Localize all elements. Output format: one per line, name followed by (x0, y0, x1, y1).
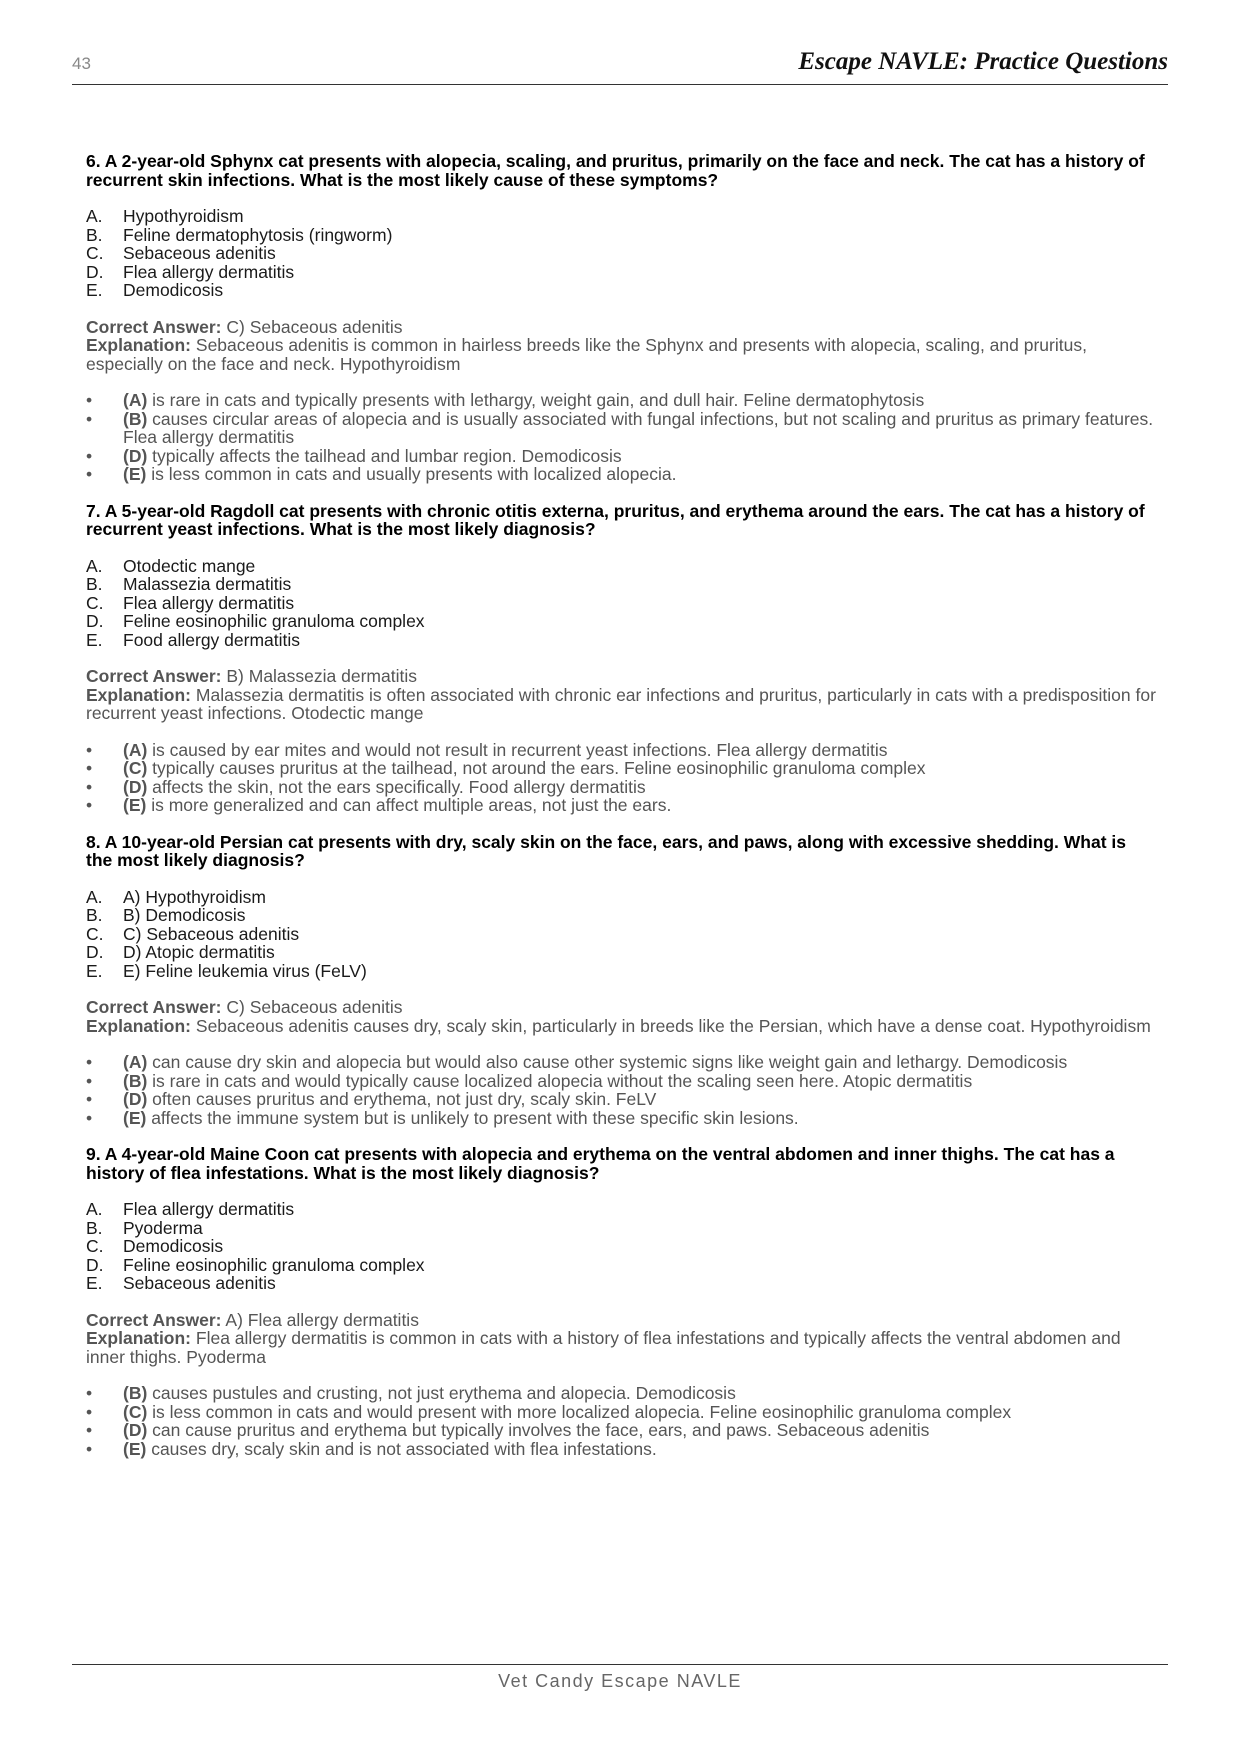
question-block (86, 152, 1156, 484)
correct-answer (86, 998, 1156, 1017)
bullet-icon: • (86, 795, 93, 815)
note-text: can cause dry skin and alopecia but would also cause other systemic signs like weight gain and lethargy. Demodicosis (152, 1052, 1068, 1072)
answer-options (86, 557, 1156, 650)
correct-answer-value: C) Sebaceous adenitis (226, 316, 403, 337)
distractor-note (86, 447, 1156, 466)
option-text: Pyoderma (123, 1217, 203, 1238)
option-text: Feline eosinophilic granuloma complex (123, 1254, 425, 1275)
option-letter: B. (86, 224, 103, 245)
distractor-note (86, 1440, 1156, 1459)
option-tag: (D) (123, 1089, 148, 1109)
option-letter: C. (86, 243, 104, 263)
option-tag: (C) (123, 1401, 148, 1422)
option-letter: B. (86, 905, 103, 925)
bullet-icon: • (86, 1107, 93, 1128)
answer-option (86, 575, 1156, 594)
correct-answer (86, 1311, 1156, 1330)
option-tag: (A) (123, 739, 148, 760)
option-tag: (D) (123, 445, 148, 466)
note-text: is less common in cats and usually presents with localized alopecia. (151, 464, 677, 484)
answer-option (86, 263, 1156, 282)
option-tag: (B) (123, 1070, 148, 1091)
distractor-notes (86, 741, 1156, 815)
answer-option (86, 244, 1156, 263)
bullet-icon: • (86, 1383, 93, 1403)
option-letter: A. (86, 555, 103, 576)
answer-options (86, 207, 1156, 300)
explanation (86, 1017, 1156, 1036)
option-text: Malassezia dermatitis (123, 574, 292, 594)
distractor-note (86, 1403, 1156, 1422)
distractor-note (86, 410, 1156, 447)
correct-answer-label: Correct Answer: (86, 1309, 222, 1330)
answer-option (86, 925, 1156, 944)
option-text: C) Sebaceous adenitis (123, 923, 300, 944)
option-text: Flea allergy dermatitis (123, 1199, 295, 1219)
answer-option (86, 1237, 1156, 1256)
question-stem: 8. A 10-year-old Persian cat presents with dry, scaly skin on the face, ears, and paws, along with excessive shedding. What is the most likely diagnosis? (86, 831, 1126, 870)
option-letter: D. (86, 611, 104, 631)
bullet-icon: • (86, 408, 93, 429)
option-text: Sebaceous adenitis (123, 243, 276, 263)
option-tag: (E) (123, 464, 147, 484)
distractor-notes (86, 391, 1156, 484)
answer-option (86, 207, 1156, 226)
option-text: D) Atopic dermatitis (123, 942, 275, 962)
answer-option (86, 631, 1156, 650)
option-letter: D. (86, 1254, 104, 1275)
answer-option (86, 1256, 1156, 1275)
correct-answer (86, 318, 1156, 337)
bullet-icon: • (86, 1070, 93, 1091)
option-letter: B. (86, 574, 103, 594)
correct-answer-label: Correct Answer: (86, 316, 222, 337)
answer-option (86, 888, 1156, 907)
distractor-notes (86, 1384, 1156, 1458)
answer-option (86, 226, 1156, 245)
bullet-icon: • (86, 1401, 93, 1422)
answer-option (86, 557, 1156, 576)
option-tag: (D) (123, 1420, 148, 1440)
question-stem: 6. A 2-year-old Sphynx cat presents with alopecia, scaling, and pruritus, primarily on the face and neck. The cat has a history of recurrent skin infections. What is the most likely cause of these symptoms? (86, 151, 1145, 190)
note-text: typically affects the tailhead and lumbar region. Demodicosis (152, 445, 622, 466)
option-letter: D. (86, 261, 104, 282)
option-letter: D. (86, 942, 104, 962)
note-text: often causes pruritus and erythema, not just dry, scaly skin. FeLV (152, 1089, 657, 1109)
option-text: B) Demodicosis (123, 905, 246, 925)
explanation-label: Explanation: (86, 684, 192, 705)
option-letter: E. (86, 960, 103, 981)
option-tag: (A) (123, 1052, 148, 1072)
question-block (86, 1145, 1156, 1458)
option-text: Flea allergy dermatitis (123, 261, 295, 282)
option-letter: E. (86, 1273, 103, 1293)
distractor-note (86, 1072, 1156, 1091)
option-text: Feline dermatophytosis (ringworm) (123, 224, 393, 245)
distractor-notes (86, 1053, 1156, 1127)
correct-answer-label: Correct Answer: (86, 666, 222, 686)
page-number: 43 (72, 54, 91, 73)
explanation-text: Malassezia dermatitis is often associated with chronic ear infections and pruritus, particularly in cats with a predisposition for recurrent yeast infections. Otodectic mange (86, 684, 1156, 723)
option-letter: E. (86, 629, 103, 650)
note-text: causes circular areas of alopecia and is usually associated with fungal infections, but not scaling and pruritus as primary features. Flea allergy dermatitis (123, 408, 1154, 447)
option-text: Food allergy dermatitis (123, 629, 301, 650)
option-text: Sebaceous adenitis (123, 1273, 276, 1293)
option-letter: B. (86, 1217, 103, 1238)
option-text: Feline eosinophilic granuloma complex (123, 611, 425, 631)
note-text: can cause pruritus and erythema but typically involves the face, ears, and paws. Sebaceous adenitis (152, 1420, 930, 1440)
distractor-note (86, 1421, 1156, 1440)
explanation-label: Explanation: (86, 335, 192, 355)
option-letter: A. (86, 886, 103, 907)
distractor-note (86, 465, 1156, 484)
option-tag: (B) (123, 1383, 148, 1403)
answer-option (86, 1274, 1156, 1293)
option-letter: C. (86, 1236, 104, 1256)
option-tag: (C) (123, 758, 148, 778)
bullet-icon: • (86, 1420, 93, 1440)
answer-option (86, 594, 1156, 613)
answer-option (86, 943, 1156, 962)
note-text: is caused by ear mites and would not result in recurrent yeast infections. Flea allergy dermatitis (152, 739, 888, 760)
option-tag: (D) (123, 776, 148, 797)
question-list (86, 152, 1156, 1476)
distractor-note (86, 759, 1156, 778)
distractor-note (86, 1053, 1156, 1072)
bullet-icon: • (86, 1089, 93, 1109)
book-title: Escape NAVLE: Practice Questions (798, 48, 1168, 75)
page-footer: Vet Candy Escape NAVLE (72, 1664, 1168, 1692)
option-tag: (E) (123, 1438, 147, 1459)
bullet-icon: • (86, 464, 93, 484)
note-text: is rare in cats and typically presents with lethargy, weight gain, and dull hair. Feline dermatophytosis (152, 390, 925, 410)
answer-option (86, 906, 1156, 925)
question-block (86, 502, 1156, 815)
distractor-note (86, 1109, 1156, 1128)
option-text: Flea allergy dermatitis (123, 592, 295, 613)
note-text: is rare in cats and would typically cause localized alopecia without the scaling seen here. Atopic dermatitis (152, 1070, 973, 1091)
question-stem: 7. A 5-year-old Ragdoll cat presents with chronic otitis externa, pruritus, and erythema around the ears. The cat has a history of recurrent yeast infections. What is the most likely diagnosis? (86, 500, 1145, 539)
option-text: Hypothyroidism (123, 206, 244, 226)
distractor-note (86, 391, 1156, 410)
bullet-icon: • (86, 1438, 93, 1459)
note-text: is less common in cats and would present with more localized alopecia. Feline eosinophilic granuloma complex (152, 1401, 1012, 1422)
option-letter: A. (86, 1199, 103, 1219)
explanation (86, 336, 1156, 373)
note-text: affects the skin, not the ears specifically. Food allergy dermatitis (152, 776, 646, 797)
question-stem: 9. A 4-year-old Maine Coon cat presents with alopecia and erythema on the ventral abdomen and inner thighs. The cat has a history of flea infestations. What is the most likely diagnosis? (86, 1144, 1115, 1183)
bullet-icon: • (86, 1052, 93, 1072)
explanation-text: Flea allergy dermatitis is common in cats with a history of flea infestations and typically affects the ventral abdomen and inner thighs. Pyoderma (86, 1328, 1121, 1367)
note-text: affects the immune system but is unlikely to present with these specific skin lesions. (151, 1107, 799, 1128)
bullet-icon: • (86, 758, 93, 778)
correct-answer-label: Correct Answer: (86, 997, 222, 1017)
option-letter: A. (86, 206, 103, 226)
explanation-text: Sebaceous adenitis is common in hairless breeds like the Sphynx and presents with alopecia, scaling, and pruritus, especially on the face and neck. Hypothyroidism (86, 335, 1087, 374)
option-tag: (A) (123, 390, 148, 410)
question-block (86, 833, 1156, 1128)
note-text: causes dry, scaly skin and is not associated with flea infestations. (151, 1438, 657, 1459)
distractor-note (86, 796, 1156, 815)
option-tag: (B) (123, 408, 148, 429)
option-tag: (E) (123, 795, 147, 815)
explanation (86, 686, 1156, 723)
answer-option (86, 281, 1156, 300)
distractor-note (86, 778, 1156, 797)
bullet-icon: • (86, 390, 93, 410)
answer-option (86, 612, 1156, 631)
answer-options (86, 1200, 1156, 1293)
correct-answer-value: A) Flea allergy dermatitis (225, 1309, 419, 1330)
bullet-icon: • (86, 445, 93, 466)
note-text: typically causes pruritus at the tailhead, not around the ears. Feline eosinophilic granuloma complex (152, 758, 926, 778)
answer-option (86, 1200, 1156, 1219)
answer-option (86, 962, 1156, 981)
answer-options (86, 888, 1156, 981)
option-text: A) Hypothyroidism (123, 886, 266, 907)
distractor-note (86, 1384, 1156, 1403)
option-text: Demodicosis (123, 1236, 224, 1256)
option-text: Demodicosis (123, 280, 224, 300)
option-letter: E. (86, 280, 103, 300)
bullet-icon: • (86, 739, 93, 760)
page-header (72, 44, 1168, 85)
correct-answer-value: C) Sebaceous adenitis (226, 997, 403, 1017)
explanation (86, 1329, 1156, 1366)
option-letter: C. (86, 923, 104, 944)
explanation-text: Sebaceous adenitis causes dry, scaly skin, particularly in breeds like the Persian, which have a dense coat. Hypothyroidism (195, 1015, 1151, 1036)
distractor-note (86, 1090, 1156, 1109)
note-text: causes pustules and crusting, not just erythema and alopecia. Demodicosis (152, 1383, 736, 1403)
bullet-icon: • (86, 776, 93, 797)
answer-option (86, 1219, 1156, 1238)
explanation-label: Explanation: (86, 1015, 192, 1036)
option-letter: C. (86, 592, 104, 613)
option-text: Otodectic mange (123, 555, 256, 576)
note-text: is more generalized and can affect multiple areas, not just the ears. (151, 795, 672, 815)
explanation-label: Explanation: (86, 1328, 192, 1348)
option-tag: (E) (123, 1107, 147, 1128)
correct-answer-value: B) Malassezia dermatitis (226, 666, 417, 686)
distractor-note (86, 741, 1156, 760)
option-text: E) Feline leukemia virus (FeLV) (123, 960, 367, 981)
correct-answer (86, 667, 1156, 686)
